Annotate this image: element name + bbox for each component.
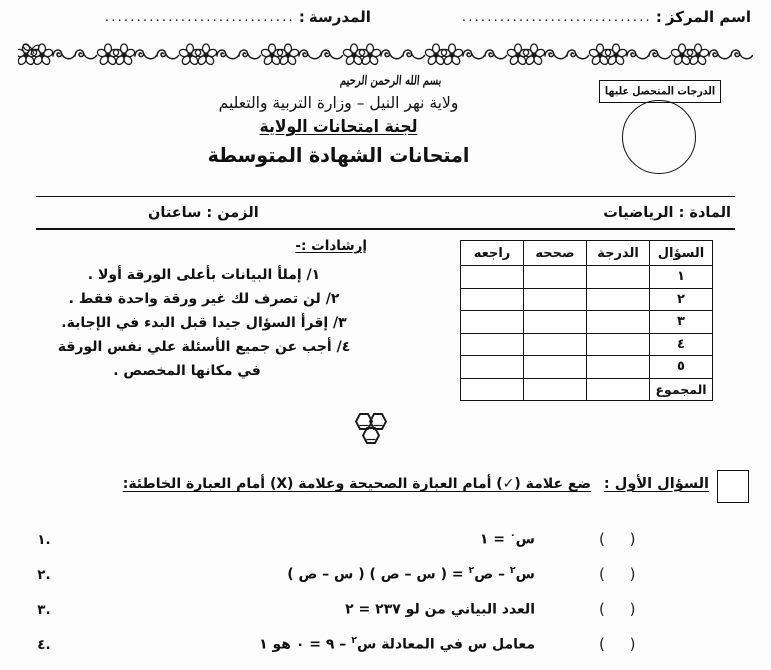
cell-reviewed[interactable] bbox=[461, 356, 524, 379]
statement-answer-parentheses[interactable]: ( ) bbox=[599, 600, 646, 618]
top-fields-row bbox=[20, 8, 751, 34]
school-name-label: المدرسة bbox=[308, 8, 371, 26]
statement-exponent: ٠ bbox=[509, 530, 516, 542]
time-label: الزمن : ساعتان bbox=[148, 205, 259, 221]
subject-rule-top bbox=[36, 196, 735, 197]
statement-answer-parentheses[interactable]: ( ) bbox=[599, 530, 646, 548]
question1-instruction: ضع علامة (✓) أمام العبارة الصحيحة وعلامة (X) أمام العبارة الخاطئة: bbox=[122, 476, 591, 492]
statement-text bbox=[66, 530, 555, 548]
table-row bbox=[461, 356, 713, 379]
statement-exponent: ٢ bbox=[351, 635, 357, 647]
statement-text bbox=[66, 635, 555, 653]
total-label: المجموع bbox=[650, 378, 713, 401]
statement-text-pre: س bbox=[515, 532, 535, 548]
statement-answer-parentheses[interactable]: ( ) bbox=[599, 565, 646, 583]
statement-text-post-2: = ( س – ص ) ( س – ص ) bbox=[287, 567, 469, 583]
table-row bbox=[461, 333, 713, 356]
statement-row bbox=[22, 600, 749, 635]
statement-row bbox=[22, 565, 749, 600]
cell-corrected[interactable] bbox=[524, 356, 587, 379]
row-label: ٤ bbox=[650, 333, 713, 356]
table-row bbox=[461, 288, 713, 311]
instructions-title: إرشادات :- bbox=[295, 238, 367, 254]
marks-table bbox=[460, 240, 713, 401]
subject-time-row bbox=[40, 200, 731, 226]
cell-reviewed[interactable] bbox=[461, 288, 524, 311]
subject-label: المادة : الرياضيات bbox=[603, 205, 731, 221]
row-label: ١ bbox=[650, 266, 713, 289]
instruction-item-4-continuation: في مكانها المخصص . bbox=[113, 363, 261, 380]
subject-rule-bottom bbox=[36, 228, 735, 230]
th-reviewed: راجعه bbox=[461, 241, 524, 266]
th-question: السؤال bbox=[650, 241, 713, 266]
statement-text-pre: معامل س في المعادلة س bbox=[357, 637, 535, 653]
bismillah-text: بسم الله الرحمن الرحيم bbox=[339, 74, 442, 89]
flower-border-ornament bbox=[18, 38, 753, 72]
cell-degree[interactable] bbox=[587, 266, 650, 289]
center-name-field[interactable] bbox=[371, 8, 751, 26]
cell-reviewed[interactable] bbox=[461, 266, 524, 289]
row-label: ٣ bbox=[650, 311, 713, 334]
cell-reviewed[interactable] bbox=[461, 311, 524, 334]
center-name-colon: : bbox=[655, 8, 662, 26]
table-row bbox=[461, 311, 713, 334]
school-name-field[interactable] bbox=[20, 8, 371, 26]
committee-title: لجنة امتحانات الولاية bbox=[259, 117, 418, 138]
cell-degree[interactable] bbox=[587, 311, 650, 334]
cell-corrected[interactable] bbox=[524, 311, 587, 334]
statement-text-post: – ص bbox=[474, 567, 510, 583]
cell-degree[interactable] bbox=[587, 356, 650, 379]
instruction-item-4: ٤/ أجب عن جميع الأسئلة علي نفس الورقة bbox=[57, 339, 351, 356]
cell-total-corrected[interactable] bbox=[524, 378, 587, 401]
school-name-dotted-line: .............................. bbox=[104, 10, 295, 25]
statement-text-pre: العدد البياني من لو ٢٣٧ = ٢ bbox=[345, 602, 535, 618]
statement-answer-parentheses[interactable]: ( ) bbox=[599, 635, 646, 653]
marks-obtained-circle[interactable] bbox=[622, 100, 696, 174]
statement-row bbox=[22, 635, 749, 670]
cell-corrected[interactable] bbox=[524, 333, 587, 356]
cell-total-reviewed[interactable] bbox=[461, 378, 524, 401]
statement-index: .٢ bbox=[37, 567, 51, 583]
question1-statement-list bbox=[22, 530, 749, 670]
table-header-row bbox=[461, 241, 713, 266]
question1-mark-box[interactable] bbox=[717, 470, 749, 503]
cell-reviewed[interactable] bbox=[461, 333, 524, 356]
statement-text-post: – ٩ = ٠ هو ١ bbox=[259, 637, 352, 653]
instruction-item-3: ٣/ إقرأ السؤال جيدا قبل البدء في الإجابة. bbox=[61, 315, 347, 332]
row-label: ٢ bbox=[650, 288, 713, 311]
question1-title: السؤال الأول : bbox=[603, 476, 709, 492]
table-total-row bbox=[461, 378, 713, 401]
instruction-item-1: ١/ إملأ البيانات بأعلى الورقة أولا . bbox=[87, 267, 321, 283]
ministry-title: ولاية نهر النيل – وزارة التربية والتعليم bbox=[218, 94, 459, 112]
center-name-dotted-line: .............................. bbox=[461, 10, 652, 25]
cell-corrected[interactable] bbox=[524, 288, 587, 311]
center-name-label: اسم المركز bbox=[665, 8, 751, 26]
row-label: ٥ bbox=[650, 356, 713, 379]
statement-index: .١ bbox=[37, 532, 51, 548]
cell-total-degree[interactable] bbox=[587, 378, 650, 401]
statement-index: .٤ bbox=[37, 637, 51, 653]
cell-corrected[interactable] bbox=[524, 266, 587, 289]
cell-degree[interactable] bbox=[587, 288, 650, 311]
trefoil-hexagon-ornament bbox=[345, 410, 397, 460]
table-row bbox=[461, 266, 713, 289]
th-corrected: صححه bbox=[524, 241, 587, 266]
school-name-colon: : bbox=[298, 8, 305, 26]
marks-obtained-label: الدرجات المتحصل عليها bbox=[604, 85, 716, 98]
cell-degree[interactable] bbox=[587, 333, 650, 356]
statement-index: .٣ bbox=[37, 602, 51, 618]
statement-row bbox=[22, 530, 749, 565]
statement-text-post: = ١ bbox=[479, 532, 510, 548]
statement-text bbox=[66, 600, 555, 618]
instructions-block bbox=[37, 238, 367, 383]
th-degree: الدرجة bbox=[587, 241, 650, 266]
statement-text-pre: س bbox=[515, 567, 535, 583]
page-title: امتحانات الشهادة المتوسطة bbox=[207, 142, 470, 167]
statement-text bbox=[66, 565, 555, 583]
statement-exponent: ٢ bbox=[509, 565, 516, 577]
statement-exponent-2: ٢ bbox=[468, 565, 475, 577]
instruction-item-2: ٢/ لن تصرف لك غير ورقة واحدة فقط . bbox=[68, 291, 340, 308]
